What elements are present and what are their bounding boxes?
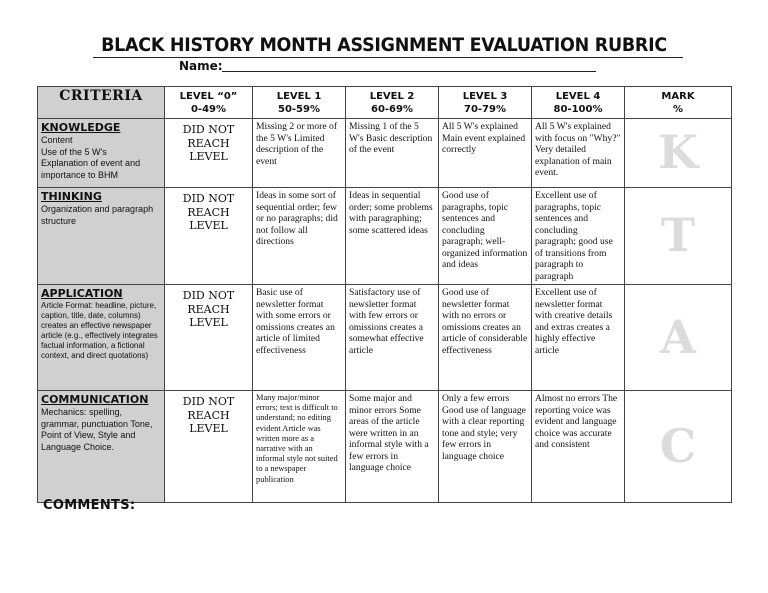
- level2-cell: Ideas in sequential order; some problems with paragraphing; some scattered ideas: [346, 188, 439, 285]
- level2-cell: Satisfactory use of newsletter format with few errors or omissions creates a somewhat effective article: [346, 285, 439, 391]
- level2-header: LEVEL 2 60-69%: [346, 87, 439, 119]
- level4-cell: Excellent use of newsletter format with creative details and extras creates a highly effective article: [532, 285, 625, 391]
- mark-cell[interactable]: C: [625, 391, 732, 503]
- level3-cell: Good use of newsletter format with no errors or omissions creates an article of considerable effectiveness: [439, 285, 532, 391]
- name-field[interactable]: [222, 71, 596, 72]
- table-row: [38, 188, 732, 285]
- level0-cell: DID NOT REACH LEVEL: [165, 391, 253, 503]
- mark-cell[interactable]: T: [625, 188, 732, 285]
- level3-cell: Good use of paragraphs, topic sentences and concluding paragraph; well-organized information and ideas: [439, 188, 532, 285]
- name-label: Name:: [179, 59, 223, 73]
- title-underline: [93, 57, 683, 58]
- level1-cell: Many major/minor errors; text is difficult to understand; no editing evident Article was written more as a narrative with an informal style not suited to a newspaper publication: [253, 391, 346, 503]
- level4-cell: Almost no errors The reporting voice was evident and language choice was accurate and consistent: [532, 391, 625, 503]
- level4-cell: All 5 W's explained with focus on "Why?" Very detailed explanation of main event.: [532, 119, 625, 188]
- mark-cell[interactable]: A: [625, 285, 732, 391]
- level0-cell: DID NOT REACH LEVEL: [165, 119, 253, 188]
- level0-cell: DID NOT REACH LEVEL: [165, 188, 253, 285]
- level4-cell: Excellent use of paragraphs, topic sentences and concluding paragraph; good use of transitions from paragraph to paragraph: [532, 188, 625, 285]
- level1-cell: Basic use of newsletter format with some errors or omissions creates an article of limited effectiveness: [253, 285, 346, 391]
- criteria-cell: COMMUNICATION Mechanics: spelling, grammar, punctuation Tone, Point of View, Style and Language Choice.: [38, 391, 165, 503]
- level3-cell: Only a few errors Good use of language with a clear reporting tone and style; very few errors in language choice: [439, 391, 532, 503]
- criteria-cell: APPLICATION Article Format: headline, picture, caption, title, date, columns) creates an effective newspaper article (e.g., effectively integrates factual information, a fictional context, and direct quotations): [38, 285, 165, 391]
- page-title: BLACK HISTORY MONTH ASSIGNMENT EVALUATION RUBRIC: [101, 34, 667, 56]
- level1-cell: Ideas in some sort of sequential order; few or no paragraphs; did not follow all directions: [253, 188, 346, 285]
- table-row: [38, 119, 732, 188]
- level1-cell: Missing 2 or more of the 5 W's Limited description of the event: [253, 119, 346, 188]
- table-row: [38, 391, 732, 503]
- criteria-cell: KNOWLEDGE Content Use of the 5 W's Explanation of event and importance to BHM: [38, 119, 165, 188]
- criteria-cell: THINKING Organization and paragraph structure: [38, 188, 165, 285]
- mark-cell[interactable]: K: [625, 119, 732, 188]
- comments-label: COMMENTS:: [43, 498, 136, 513]
- level2-cell: Some major and minor errors Some areas of the article were written in an informal style with a few errors in language choice: [346, 391, 439, 503]
- level4-header: LEVEL 4 80-100%: [532, 87, 625, 119]
- level3-cell: All 5 W's explained Main event explained correctly: [439, 119, 532, 188]
- rubric-table: [37, 86, 732, 503]
- table-row: [38, 285, 732, 391]
- level2-cell: Missing 1 of the 5 W's Basic description of the event: [346, 119, 439, 188]
- mark-header: MARK %: [625, 87, 732, 119]
- criteria-header: CRITERIA: [38, 87, 165, 119]
- level0-cell: DID NOT REACH LEVEL: [165, 285, 253, 391]
- level3-header: LEVEL 3 70-79%: [439, 87, 532, 119]
- level1-header: LEVEL 1 50-59%: [253, 87, 346, 119]
- level0-header: LEVEL “0” 0-49%: [165, 87, 253, 119]
